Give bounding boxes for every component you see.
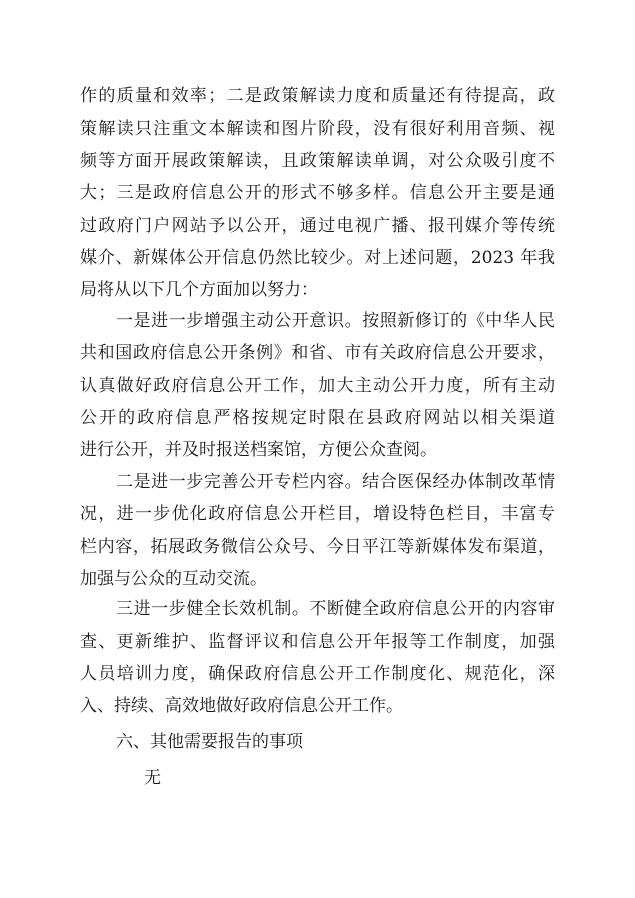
paragraph-line: 公开的政府信息严格按规定时限在县政府网站以相关渠道: [80, 408, 555, 428]
paragraph-line: 栏内容，拓展政务微信公众号、今日平江等新媒体发布渠道，: [80, 537, 555, 557]
paragraph-line: 策解读只注重文本解读和图片阶段，没有很好利用音频、视: [80, 119, 555, 139]
paragraph-line: 频等方面开展政策解读，且政策解读单调，对公众吸引度不: [80, 151, 555, 171]
paragraph-line: 况，进一步优化政府信息公开栏目，增设特色栏目，丰富专: [80, 504, 555, 524]
paragraph-line: 作的质量和效率；二是政策解读力度和质量还有待提高，政: [80, 86, 555, 106]
paragraph-line: 加强与公众的互动交流。: [80, 569, 267, 589]
paragraph-line: 人员培训力度，确保政府信息公开工作制度化、规范化，深: [80, 664, 555, 684]
paragraph-line: 共和国政府信息公开条例》和省、市有关政府信息公开要求，: [80, 343, 555, 363]
paragraph-line: 媒介、新媒体公开信息仍然比较少。对上述问题，2023 年我: [80, 248, 555, 268]
section-heading: 六、其他需要报告的事项: [116, 732, 303, 752]
paragraph-line: 局将从以下几个方面加以努力：: [80, 280, 318, 300]
paragraph-line: 二是进一步完善公开专栏内容。结合医保经办体制改革情: [116, 472, 555, 492]
paragraph-line: 三进一步健全长效机制。不断健全政府信息公开的内容审: [116, 599, 555, 619]
paragraph-line: 一是进一步增强主动公开意识。按照新修订的《中华人民: [116, 311, 555, 331]
paragraph-line: 大；三是政府信息公开的形式不够多样。信息公开主要是通: [80, 183, 555, 203]
paragraph-line: 查、更新维护、监督评议和信息公开年报等工作制度，加强: [80, 632, 555, 652]
paragraph-line: 入、持续、高效地做好政府信息公开工作。: [80, 696, 403, 716]
section-content: 无: [144, 768, 161, 788]
paragraph-line: 认真做好政府信息公开工作，加大主动公开力度，所有主动: [80, 376, 555, 396]
paragraph-line: 进行公开，并及时报送档案馆，方便公众查阅。: [80, 440, 437, 460]
paragraph-line: 过政府门户网站予以公开，通过电视广播、报刊媒介等传统: [80, 216, 555, 236]
